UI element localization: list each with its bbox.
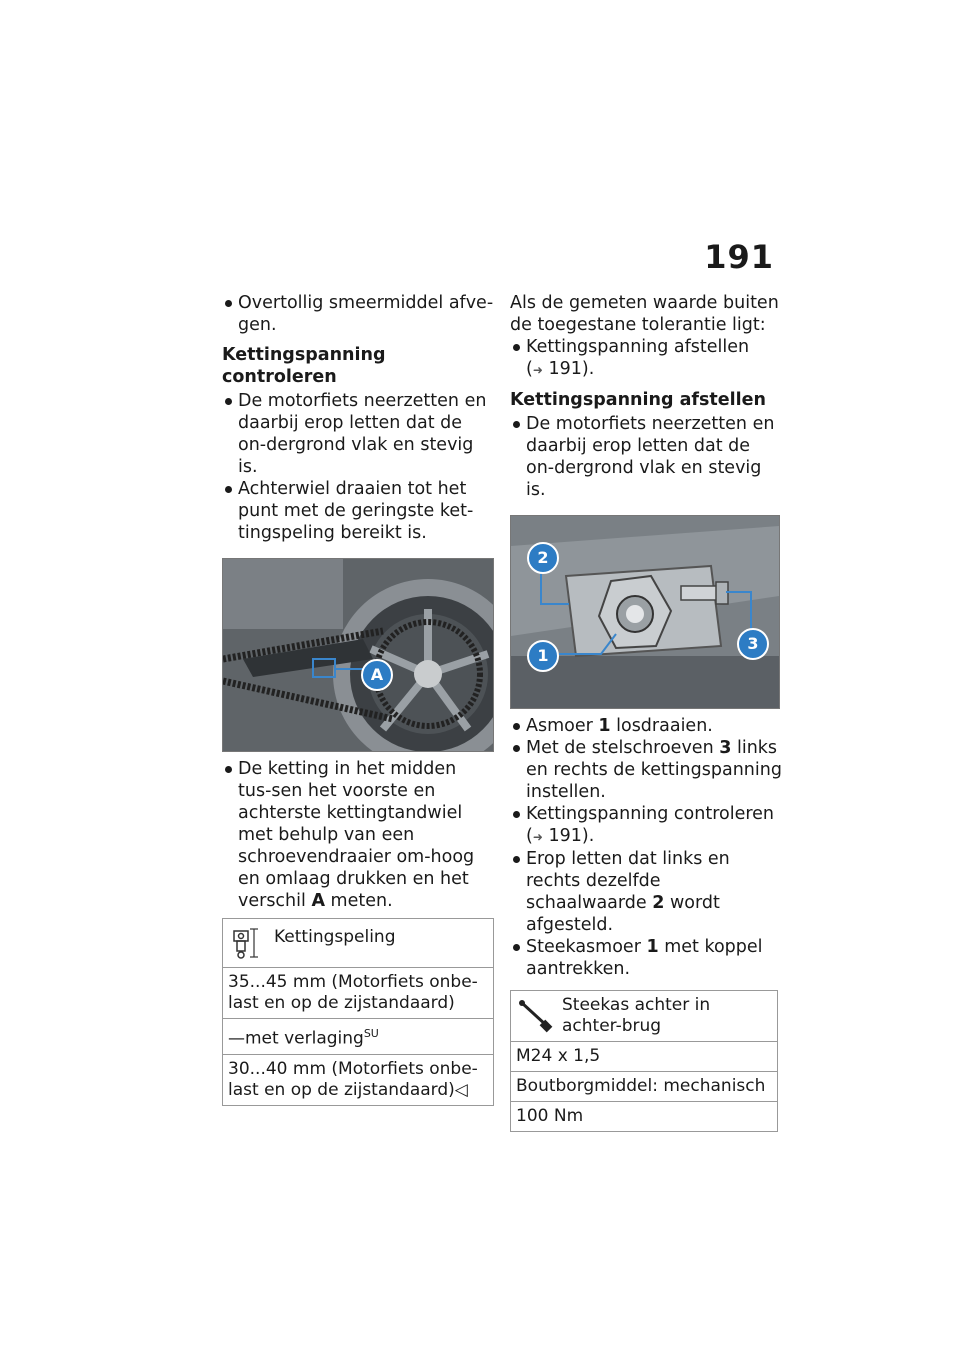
axle-torque-spec-table xyxy=(510,990,778,1132)
list-item: De motorfiets neerzetten en daarbij erop letten dat de on-dergrond vlak en stevig is. xyxy=(222,390,494,478)
list-item: Asmoer 1 losdraaien. xyxy=(510,715,782,737)
callout-3: 3 xyxy=(737,628,769,660)
spec-title: Kettingspeling xyxy=(274,927,396,947)
page-ref-arrow-icon: ➜ xyxy=(532,830,543,844)
page-ref-arrow-icon: ➜ xyxy=(532,363,543,377)
end-marker-icon: ◁ xyxy=(454,1079,468,1100)
chain-slack-spec-table xyxy=(222,918,494,1106)
intro-list xyxy=(222,292,494,336)
section-heading: Kettingspanning controleren xyxy=(222,345,386,387)
intro-paragraph: Als de gemeten waarde buiten de toegestane tolerantie ligt: xyxy=(510,293,779,335)
list-item: Steekasmoer 1 met koppel aantrekken. xyxy=(510,936,782,980)
list-item: Kettingspanning controleren (➜ 191). xyxy=(510,803,782,848)
right-column xyxy=(510,292,782,1132)
adjust-list xyxy=(510,413,782,501)
spec-header xyxy=(511,991,778,1042)
section-heading: Kettingspanning afstellen xyxy=(510,390,766,410)
spec-row: 35...45 mm (Motorfiets onbe-last en op de zijstandaard) xyxy=(223,968,494,1019)
callout-1: 1 xyxy=(527,640,559,672)
measure-list xyxy=(222,758,494,912)
spec-header xyxy=(223,919,494,968)
torque-wrench-icon xyxy=(516,995,556,1035)
list-item: De ketting in het midden tus-sen het voorste en achterste kettingtandwiel met behulp van een schroevendraaier om-hoog en omlaag drukken en het verschil A meten. xyxy=(222,758,494,912)
list-item: De motorfiets neerzetten en daarbij erop letten dat de on-dergrond vlak en stevig is. xyxy=(510,413,782,501)
callout-a: A xyxy=(361,659,393,691)
list-item: Erop letten dat links en rechts dezelfde schaalwaarde 2 wordt afgesteld. xyxy=(510,848,782,936)
spec-row: 30...40 mm (Motorfiets onbe-last en op de zijstandaard)◁ xyxy=(223,1054,494,1105)
spec-title: Steekas achter in achter-brug xyxy=(562,995,711,1036)
page-number: 191 xyxy=(704,238,774,276)
spec-row: M24 x 1,5 xyxy=(511,1042,778,1072)
chain-slack-figure xyxy=(222,558,494,752)
list-item: Achterwiel draaien tot het punt met de geringste ket-tingspeling bereikt is. xyxy=(222,478,494,544)
chain-photo-illustration xyxy=(223,559,493,751)
axle-adjust-figure xyxy=(510,515,780,709)
spec-row: Boutborgmiddel: mechanisch xyxy=(511,1072,778,1102)
callout-2: 2 xyxy=(527,542,559,574)
spec-row: —met verlaging$^{SU}$ xyxy=(223,1019,494,1055)
list-item: Kettingspanning afstellen (➜ 191). xyxy=(510,336,782,381)
left-column xyxy=(222,292,494,1106)
chain-measure-icon xyxy=(228,923,268,963)
list-item: Overtollig smeermiddel afve-gen. xyxy=(222,292,494,336)
check-list xyxy=(222,390,494,544)
steps-list xyxy=(510,715,782,980)
list-item: Met de stelschroeven 3 links en rechts de kettingspanning instellen. xyxy=(510,737,782,803)
intro-list xyxy=(510,336,782,381)
spec-row: 100 Nm xyxy=(511,1102,778,1132)
